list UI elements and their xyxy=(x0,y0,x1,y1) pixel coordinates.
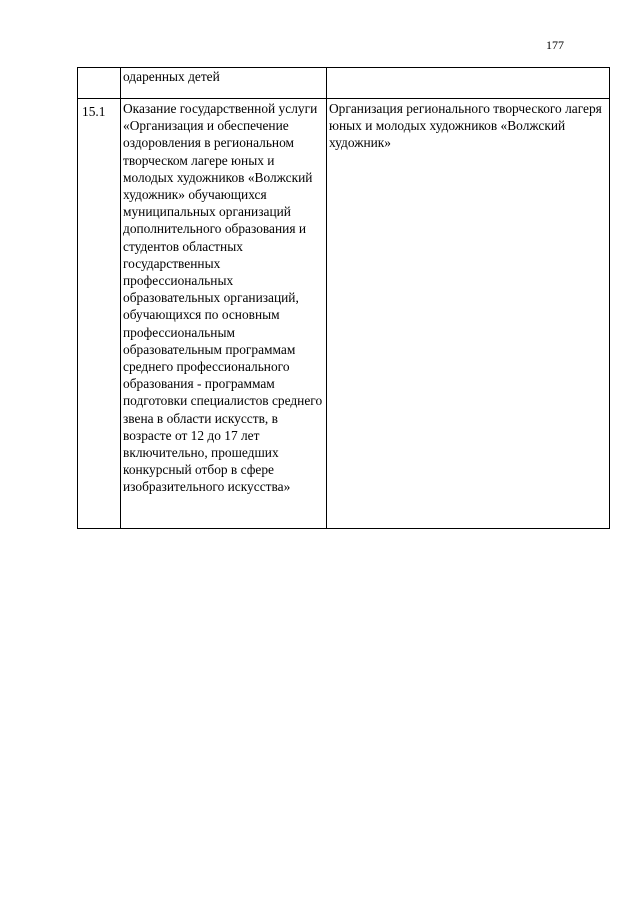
row-number-cell xyxy=(78,68,121,99)
services-table xyxy=(77,67,610,529)
service-text: одаренных детей xyxy=(123,69,220,84)
service-text: Оказание государственной услуги «Организация и обеспечение оздоровления в региональном творческом лагере юных и молодых художников «Волжский художник» обучающихся муниципальных организаций дополнительного образования и студентов областных государственных профессиональных образовательных организаций, обучающихся по основным профессиональным образовательным программам среднего профессионального образования - программам подготовки специалистов среднего звена в области искусств, в возрасте от 12 до 17 лет включительно, прошедших конкурсный отбор в сфере изобразительного искусства» xyxy=(123,101,323,495)
service-cell xyxy=(121,99,327,529)
result-text: Организация регионального творческого лагеря юных и молодых художников «Волжский художник» xyxy=(329,101,602,151)
result-cell xyxy=(327,68,610,99)
table-row xyxy=(78,68,610,99)
result-cell xyxy=(327,99,610,529)
service-cell xyxy=(121,68,327,99)
page-number: 177 xyxy=(546,38,564,52)
row-number-cell xyxy=(78,99,121,529)
table-row xyxy=(78,99,610,529)
row-number: 15.1 xyxy=(82,104,106,119)
